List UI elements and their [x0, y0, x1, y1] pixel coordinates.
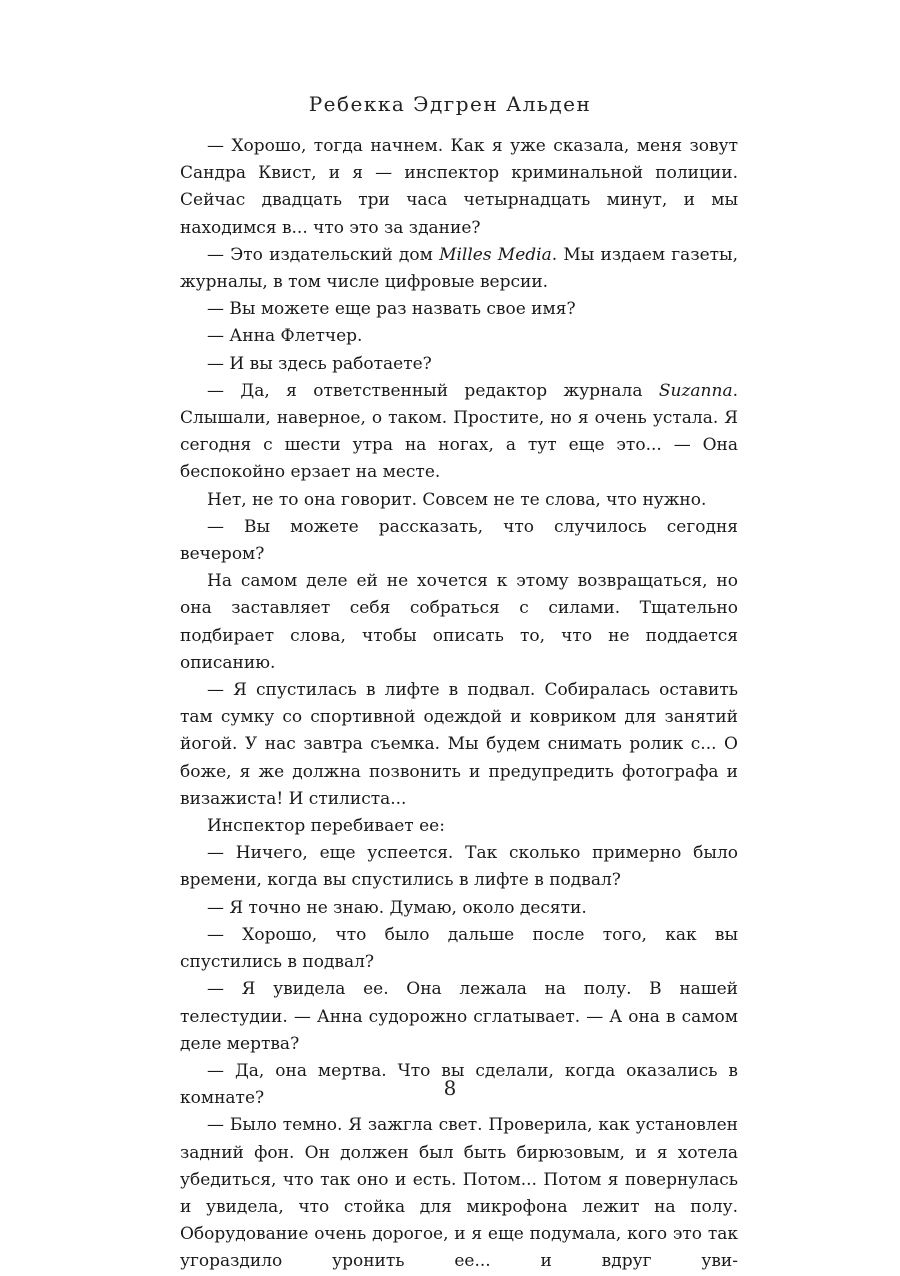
paragraph: [180, 242, 738, 296]
paragraph: — Я увидела ее. Она лежала на полу. В нашей телестудии. — Анна судорожно сглатывает. — А она в самом деле мертва?: [180, 979, 738, 1054]
paragraph-text: . Мы издаем газеты, журналы, в том числе цифровые версии.: [180, 244, 738, 293]
paragraph: — Хорошо, что было дальше после того, как вы спустились в подвал?: [180, 924, 738, 973]
paragraph: — Вы можете еще раз назвать свое имя?: [207, 299, 576, 320]
paragraph: Инспектор перебивает ее:: [207, 816, 445, 837]
running-head: Ребекка Эдгрен Альден: [308, 92, 592, 116]
paragraph: [180, 378, 738, 487]
paragraph: — Я спустилась в лифте в подвал. Собиралась оставить там сумку со спортивной одеждой и ковриком для занятий йогой. У нас завтра съемка. Мы будем снимать ролик с... О боже, я же должна позвонить и предупредить фотографа и визажиста! И стилиста...: [180, 680, 738, 809]
paragraph: — Было темно. Я зажгла свет. Проверила, как установлен задний фон. Он должен был быть бирюзовым, и я хотела убедиться, что так оно и есть. Потом... Потом я повернулась и увидела, что стойка для микрофона лежит на полу. Оборудование очень дорогое, и я еще подумала, кого это так угораздило уронить ее... и вдруг уви-: [180, 1115, 738, 1272]
body-text: [180, 133, 738, 1276]
paragraph-text: — Да, я ответственный редактор журнала: [207, 380, 659, 401]
paragraph: — Вы можете рассказать, что случилось сегодня вечером?: [180, 516, 738, 565]
paragraph: — Анна Флетчер.: [207, 326, 363, 347]
paragraph: Нет, не то она говорит. Совсем не те слова, что нужно.: [207, 489, 707, 510]
paragraph: На самом деле ей не хочется к этому возвращаться, но она заставляет себя собраться с силами. Тщательно подбирает слова, чтобы описать то, что не поддается описанию.: [180, 571, 738, 673]
paragraph: — Хорошо, тогда начнем. Как я уже сказала, меня зовут Сандра Квист, и я — инспектор криминальной полиции. Сейчас двадцать три часа четырнадцать минут, и мы находимся в... что это за здание?: [180, 136, 738, 238]
paragraph: — Ничего, еще успеется. Так сколько примерно было времени, когда вы спустились в лифте в подвал?: [180, 843, 738, 891]
paragraph: — И вы здесь работаете?: [207, 353, 432, 374]
page-number: 8: [443, 1076, 457, 1100]
paragraph-text: — Это издательский дом: [207, 244, 440, 265]
paragraph: — Я точно не знаю. Думаю, около десяти.: [207, 897, 587, 918]
italic-title: Milles Media: [439, 244, 552, 265]
paragraph-text: . Слышали, наверное, о таком. Простите, но я очень устала. Я сегодня с шести утра на ногах, а тут еще это... — Она беспокойно ерзает на месте.: [180, 380, 738, 483]
paragraph: — Да, она мертва. Что вы сделали, когда оказались в комнате?: [180, 1060, 738, 1109]
italic-title: Suzanna: [658, 380, 733, 401]
